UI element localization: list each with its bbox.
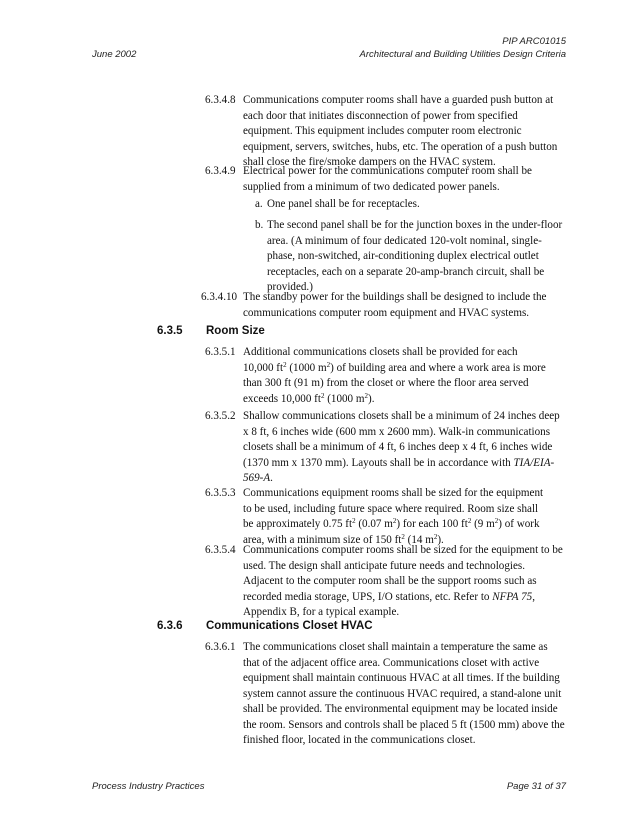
list-text: One panel shall be for receptacles.: [267, 198, 420, 210]
clause-number: 6.3.5.4: [205, 544, 236, 556]
standard-reference: TIA/EIA-569-A: [243, 456, 555, 484]
footer-publisher: Process Industry Practices: [92, 781, 205, 792]
list-marker: a.: [255, 198, 263, 210]
section-heading-6-3-5: [157, 325, 457, 341]
section-number: 6.3.6: [157, 620, 183, 632]
clause-6-3-5-2: [205, 409, 565, 489]
clause-number: 6.3.5.2: [205, 410, 236, 422]
clause-text: Additional communications closets shall be provided for each 10,000 $ft^2$ (1000 $m^2$) of building area and where a work area is more than 300 ft (91 m) from the closet or where the floor area served exceeds 10,000 $ft^2$ (1000 $m^2$).: [243, 346, 546, 405]
doc-id: PIP ARC01015: [502, 36, 566, 47]
standard-reference: NFPA 75: [492, 590, 533, 603]
clause-number: 6.3.5.1: [205, 346, 236, 358]
section-title: Communications Closet HVAC: [206, 620, 373, 632]
clause-text: Communications equipment rooms shall be sized for the equipment to be used, including future space where required. Room size shall be approximately 0.75 $ft^2$ (0.07 $m^2$) for each 100 $ft^2$ (9 $m^2$) of work area, with a minimum size of 150 $ft^2$ (14 $m^2$).: [243, 487, 544, 546]
list-marker: b.: [255, 219, 264, 231]
doc-date: June 2002: [92, 49, 137, 60]
doc-title: Architectural and Building Utilities Design Criteria: [359, 49, 566, 60]
clause-text: The communications closet shall maintain a temperature the same as that of the adjacent office area. Communications closet with active equipment shall maintain continuous HVAC at all times. If the building system cannot assure the continuous HVAC required, a stand-alone unit shall be provided. The environmental equipment may be located inside the room. Sensors and controls shall be placed 5 ft (1500 mm) above the finished floor, located in the communications closet.: [243, 641, 565, 746]
section-title: Room Size: [206, 325, 265, 337]
clause-6-3-4-8: [205, 93, 565, 173]
clause-6-3-6-1: [205, 640, 565, 752]
clause-6-3-4-10: [201, 290, 565, 324]
page-footer: [92, 781, 566, 792]
clause-number: 6.3.4.10: [201, 291, 238, 303]
clause-number: 6.3.4.8: [205, 94, 236, 106]
clause-number: 6.3.6.1: [205, 641, 236, 653]
page-header: [92, 36, 566, 60]
clause-text: Communications computer rooms shall be sized for the equipment to be used. The design shall anticipate future needs and technologies. Adjacent to the computer room shall be the support rooms such as recorded media storage, UPS, I/O stations, etc. Refer to NFPA 75, Appendix B, for a typical example.: [243, 544, 563, 618]
clause-6-3-5-4: [205, 543, 565, 623]
clause-text: Communications computer rooms shall have a guarded push button at each door that initiates disconnection of power from specified equipment. This equipment includes computer room electronic equipment, servers, switches, hubs, etc. The operation of a push button shall close the fire/smoke dampers on the HVAC system.: [243, 94, 558, 168]
clause-text: The standby power for the buildings shall be designed to include the communications computer room equipment and HVAC systems.: [243, 291, 547, 319]
list-text: The second panel shall be for the junction boxes in the under-floor area. (A minimum of four dedicated 120-volt nominal, single-phase, non-switched, air-conditioning duplex electrical outlet receptacles, each on a separate 20-amp-branch circuit, shall be provided.): [267, 219, 563, 293]
clause-number: 6.3.5.3: [205, 487, 236, 499]
page-number: Page 31 of 37: [506, 781, 566, 792]
section-number: 6.3.5: [157, 325, 183, 337]
section-heading-6-3-6: [157, 620, 497, 636]
clause-number: 6.3.4.9: [205, 165, 236, 177]
clause-text: Electrical power for the communications computer room shall be supplied from a minimum of two dedicated power panels.: [243, 165, 532, 193]
clause-6-3-5-1: [205, 345, 565, 409]
clause-6-3-5-3: [205, 486, 565, 550]
clause-text: Shallow communications closets shall be a minimum of 24 inches deep x 8 ft, 6 inches wide (600 mm x 2600 mm). Walk-in communications closets shall be a minimum of 4 ft, 6 inches deep x 4 ft, 6 inches wide (1370 mm x 1370 mm). Layouts shall be in accordance with TIA/EIA-569-A.: [243, 410, 560, 484]
